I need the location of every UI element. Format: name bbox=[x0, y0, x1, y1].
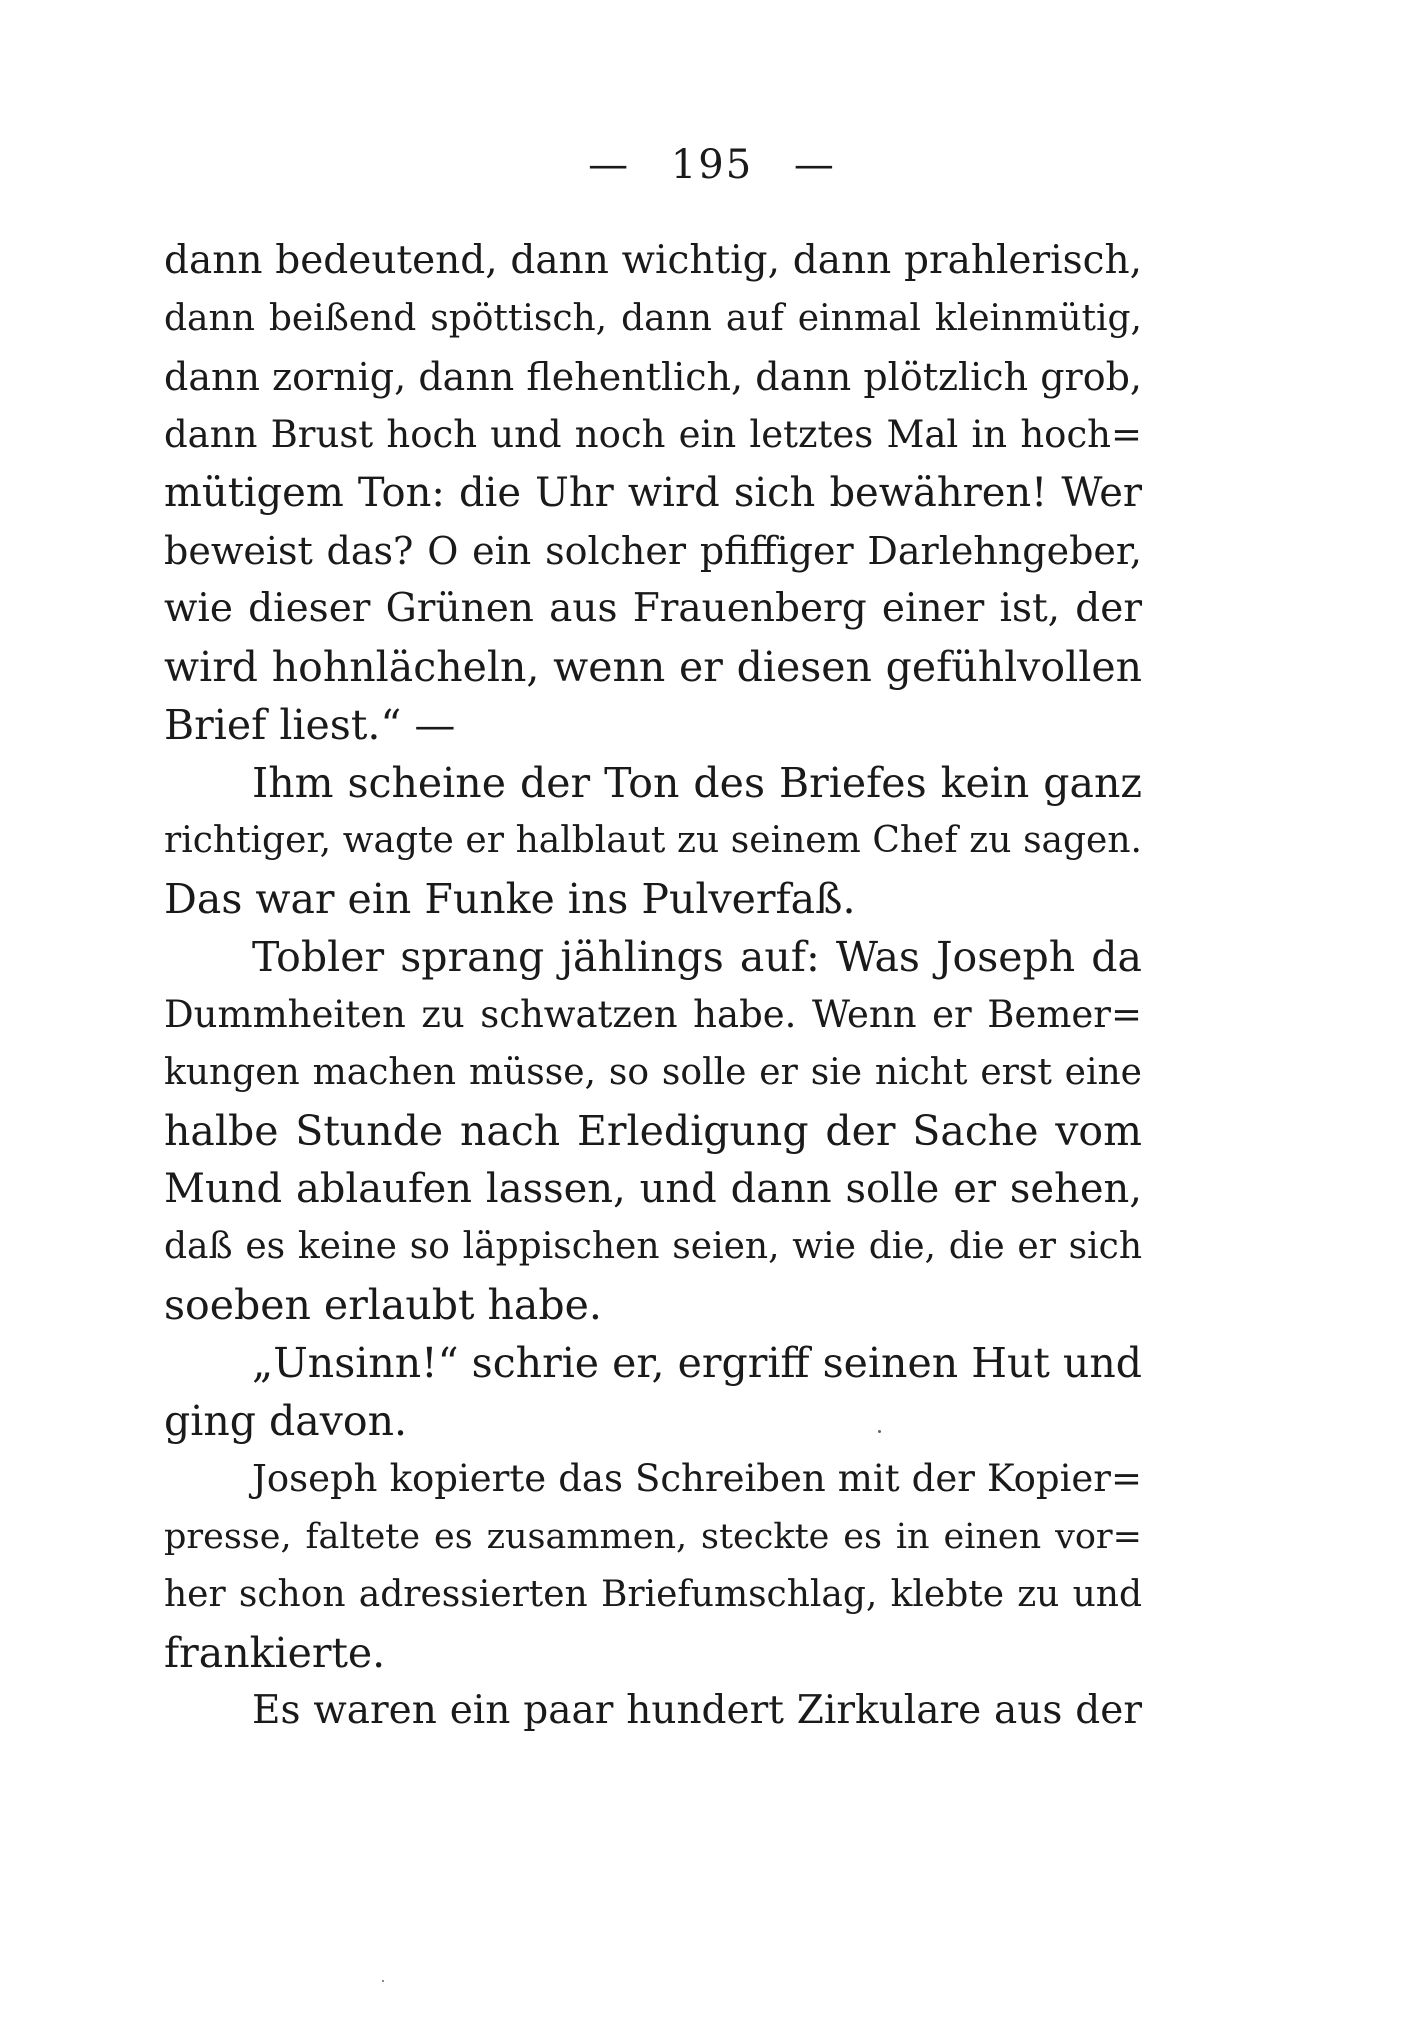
text-line: presse, faltete es zusammen, steckte es in einen vor= bbox=[164, 1517, 1142, 1557]
text-line: wird hohnlächeln, wenn er diesen gefühlvollen bbox=[164, 643, 1142, 691]
text-line: Dummheiten zu schwatzen habe. Wenn er Bemer= bbox=[164, 993, 1142, 1036]
text-line: Es waren ein paar hundert Zirkulare aus der bbox=[252, 1688, 1142, 1733]
text-line: Das war ein Funke ins Pulverfaß. bbox=[164, 875, 856, 923]
text-line: dann beißend spöttisch, dann auf einmal kleinmütig, bbox=[164, 298, 1142, 339]
body-text bbox=[164, 232, 1142, 1740]
text-line: Ihm scheine der Ton des Briefes kein ganz bbox=[252, 759, 1142, 807]
text-line: Brief liest.“ — bbox=[164, 701, 456, 749]
text-line: dann bedeutend, dann wichtig, dann prahlerisch, bbox=[164, 238, 1142, 283]
paper-speck bbox=[878, 1430, 881, 1433]
text-line: Joseph kopierte das Schreiben mit der Kopier= bbox=[252, 1457, 1142, 1500]
text-line: ging davon. bbox=[164, 1397, 408, 1445]
text-line: „Unsinn!“ schrie er, ergriff seinen Hut und bbox=[252, 1339, 1142, 1387]
text-line: mütigem Ton: die Uhr wird sich bewähren! Wer bbox=[164, 470, 1142, 516]
text-line: richtiger, wagte er halblaut zu seinem Chef zu sagen. bbox=[164, 820, 1142, 861]
text-line: daß es keine so läppischen seien, wie die, die er sich bbox=[164, 1226, 1142, 1267]
page-header bbox=[0, 142, 1424, 188]
text-line: beweist das? O ein solcher pfiffiger Darlehngeber, bbox=[164, 529, 1142, 573]
paper-speck bbox=[382, 1980, 384, 1982]
text-line: wie dieser Grünen aus Frauenberg einer ist, der bbox=[164, 586, 1142, 631]
header-dash-right: — bbox=[793, 142, 836, 188]
text-line: halbe Stunde nach Erledigung der Sache vom bbox=[164, 1107, 1142, 1155]
text-line: frankierte. bbox=[164, 1629, 386, 1677]
text-line: kungen machen müsse, so solle er sie nicht erst eine bbox=[164, 1052, 1142, 1093]
text-line: dann zornig, dann flehentlich, dann plötzlich grob, bbox=[164, 355, 1142, 399]
page-number: 195 bbox=[670, 142, 754, 188]
header-dash-left: — bbox=[588, 142, 631, 188]
text-line: dann Brust hoch und noch ein letztes Mal in hoch= bbox=[164, 413, 1142, 456]
text-line: soeben erlaubt habe. bbox=[164, 1281, 602, 1329]
text-line: Tobler sprang jählings auf: Was Joseph da bbox=[252, 933, 1142, 981]
text-line: Mund ablaufen lassen, und dann solle er sehen, bbox=[164, 1166, 1142, 1212]
text-line: her schon adressierten Briefumschlag, klebte zu und bbox=[164, 1574, 1142, 1615]
